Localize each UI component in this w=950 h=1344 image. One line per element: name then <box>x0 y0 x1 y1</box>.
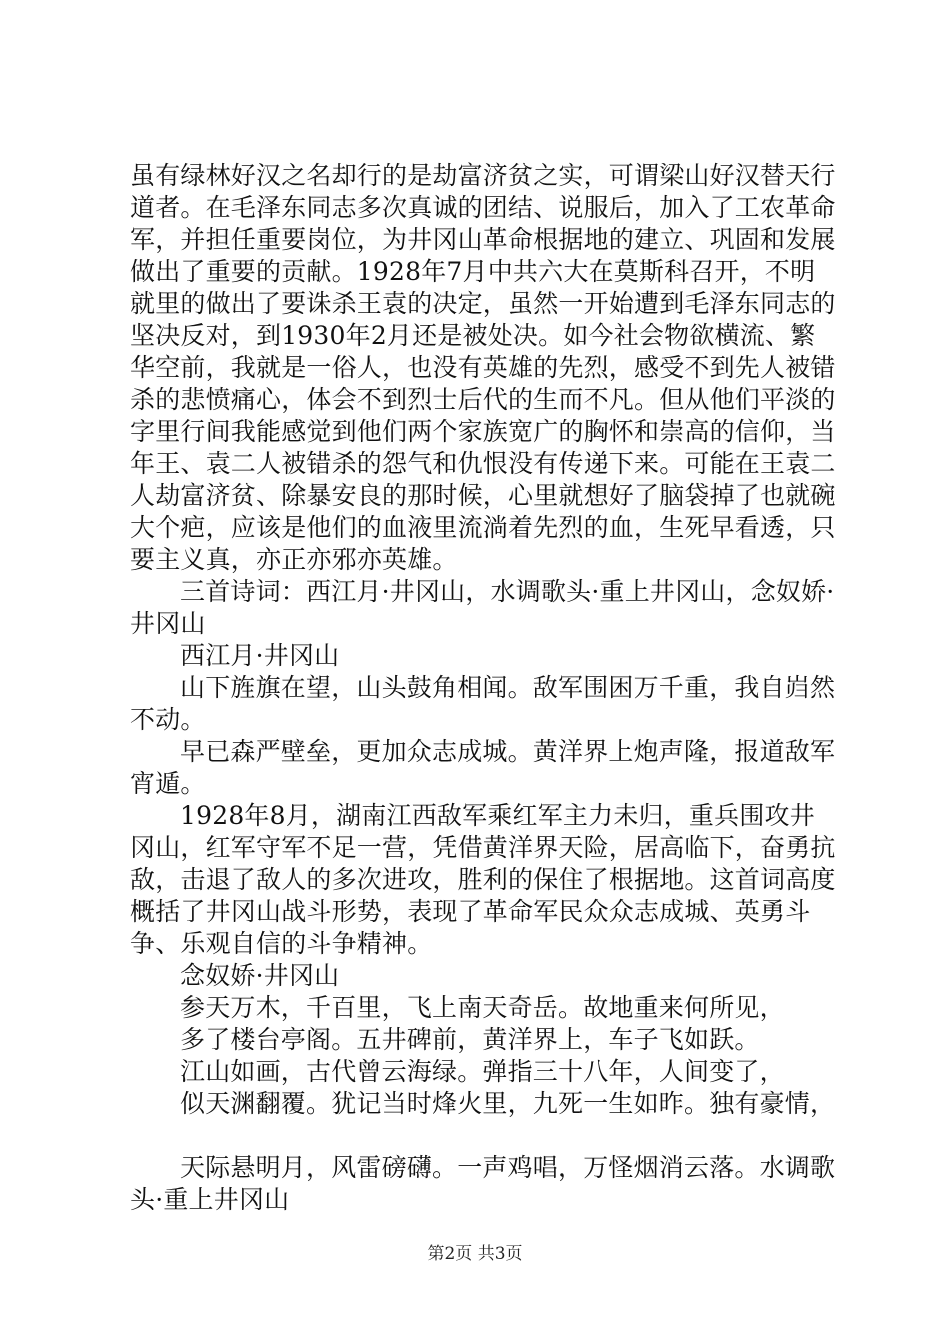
poem-niannujiao-line-2: 多了楼台亭阁。五井碑前，黄洋界上，车子飞如跃。 <box>180 1025 760 1054</box>
paragraph-history: 虽有绿林好汉之名却行的是劫富济贫之实，可谓梁山好汉替天行道者。在毛泽东同志多次真诚的团结、说服后，加入了工农革命军，并担任重要岗位，为井冈山革命根据地的建立、巩固和发展做出了重要的贡献。1928年7月中共六大在莫斯科召开，不明就里的做出了要诛杀王袁的决定，虽然一开始遭到毛泽东同志的坚决反对，到1930年2月还是被处决。如今社会物欲横流、繁华空前，我就是一俗人，也没有英雄的先烈，感受不到先人被错杀的悲愤痛心，体会不到烈士后代的生而不凡。但从他们平淡的字里行间我能感觉到他们两个家族宽广的胸怀和崇高的信仰，当年王、袁二人被错杀的怨气和仇恨没有传递下来。可能在王袁二人劫富济贫、除暴安良的那时候，心里就想好了脑袋掉了也就碗大个疤，应该是他们的血液里流淌着先烈的血，生死早看透，只要主义真，亦正亦邪亦英雄。 <box>130 161 836 574</box>
page-number-footer: 第2页 共3页 <box>427 1244 523 1264</box>
poem-title-niannujiao: 念奴娇·井冈山 <box>180 961 340 990</box>
poem-niannujiao-line-3: 江山如画，古代曾云海绿。弹指三十八年，人间变了， <box>180 1057 785 1086</box>
poem-niannujiao-line-4: 似天渊翻覆。犹记当时烽火里，九死一生如昨。独有豪情， <box>180 1089 836 1118</box>
poem-title-xijiangyue: 西江月·井冈山 <box>180 641 340 670</box>
poem-xijiangyue-stanza-2: 早已森严壁垒，更加众志成城。黄洋界上炮声隆，报道敌军宵遁。 <box>130 737 836 798</box>
blank-line <box>130 1120 840 1152</box>
paragraph-1928-battle: 1928年8月，湖南江西敌军乘红军主力未归，重兵围攻井冈山，红军守军不足一营，凭借黄洋界天险，居高临下，奋勇抗敌，击退了敌人的多次进攻，胜利的保住了根据地。这首词高度概括了井冈山战斗形势，表现了革命军民众众志成城、英勇斗争、乐观自信的斗争精神。 <box>130 801 836 958</box>
paragraph-three-poems-intro: 三首诗词：西江月·井冈山，水调歌头·重上井冈山，念奴娇·井冈山 <box>130 577 835 638</box>
document-body <box>130 160 840 1216</box>
poem-niannujiao-line-1: 参天万木，千百里，飞上南天奇岳。故地重来何所见， <box>180 993 785 1022</box>
poem-xijiangyue-stanza-1: 山下旌旗在望，山头鼓角相闻。敌军围困万千重，我自岿然不动。 <box>130 673 836 734</box>
poem-niannujiao-closing: 天际悬明月，风雷磅礴。一声鸡唱，万怪烟消云落。水调歌头·重上井冈山 <box>130 1153 836 1214</box>
